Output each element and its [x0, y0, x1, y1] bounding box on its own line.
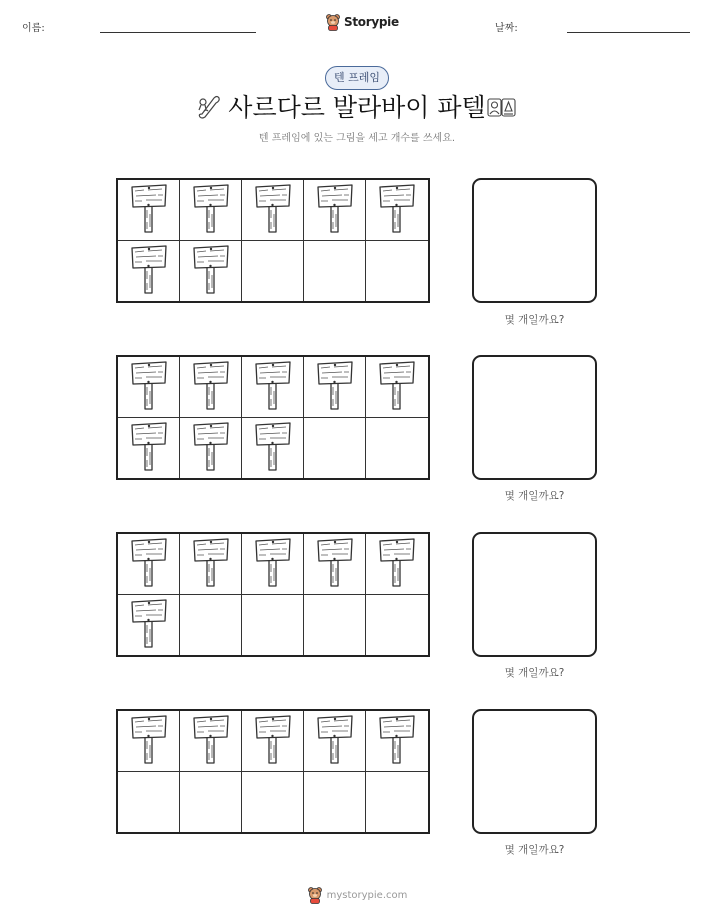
frame-cell [366, 357, 428, 418]
frame-cell [242, 711, 304, 772]
name-line[interactable] [100, 32, 256, 33]
wooden-signpost-icon [130, 359, 168, 415]
frame-cell [118, 711, 180, 772]
frame-cell [118, 180, 180, 241]
wooden-signpost-icon [254, 536, 292, 592]
ten-frame-2 [116, 355, 430, 480]
page-title: 사르다르 발라바이 파텔 [228, 93, 486, 122]
frame-cell [180, 180, 242, 241]
frame-cell [242, 357, 304, 418]
frame-cell [366, 241, 428, 302]
wooden-signpost-icon [130, 420, 168, 476]
wooden-signpost-icon [378, 713, 416, 769]
frame-cell [118, 418, 180, 479]
wooden-signpost-icon [316, 536, 354, 592]
frame-cell [180, 534, 242, 595]
name-label: 이름: [22, 23, 45, 34]
wooden-signpost-icon [316, 713, 354, 769]
frame-cell [180, 711, 242, 772]
frame-cell [180, 357, 242, 418]
wooden-signpost-icon [130, 536, 168, 592]
answer-box-2[interactable] [472, 355, 597, 480]
wooden-signpost-icon [192, 243, 230, 299]
frame-cell [304, 418, 366, 479]
frame-cell [118, 357, 180, 418]
frame-cell [366, 180, 428, 241]
wooden-signpost-icon [254, 420, 292, 476]
wooden-signpost-icon [254, 713, 292, 769]
instructions: 텐 프레임에 있는 그림을 세고 개수를 쓰세요. [258, 133, 456, 144]
frame-cell [366, 772, 428, 833]
frame-cell [242, 595, 304, 656]
frame-cell [366, 534, 428, 595]
frame-cell [304, 357, 366, 418]
frame-cell [242, 534, 304, 595]
frame-cell [180, 241, 242, 302]
storypie-logo [325, 13, 399, 31]
date-line[interactable] [567, 32, 690, 33]
frame-cell [304, 772, 366, 833]
wooden-signpost-icon [130, 713, 168, 769]
frame-cell [366, 595, 428, 656]
wooden-signpost-icon [130, 182, 168, 238]
wooden-signpost-icon [378, 182, 416, 238]
frame-cell [118, 241, 180, 302]
ten-frame-1 [116, 178, 430, 303]
frame-cell [242, 180, 304, 241]
frame-cell [180, 595, 242, 656]
frame-cell [366, 711, 428, 772]
question-text-3: 몇 개일까요? [504, 667, 565, 679]
frame-cell [118, 772, 180, 833]
portrait-cards-icon [487, 96, 517, 118]
category-badge: 텐 프레임 [325, 66, 389, 90]
logo-text: Storypie [344, 15, 399, 29]
frame-cell [118, 534, 180, 595]
question-text-4: 몇 개일까요? [504, 844, 565, 856]
question-text-2: 몇 개일까요? [504, 490, 565, 502]
answer-box-1[interactable] [472, 178, 597, 303]
bear-mascot-icon [307, 886, 323, 904]
wooden-signpost-icon [378, 359, 416, 415]
ten-frame-3 [116, 532, 430, 657]
frame-cell [242, 418, 304, 479]
wooden-signpost-icon [192, 420, 230, 476]
wooden-signpost-icon [192, 713, 230, 769]
frame-cell [180, 772, 242, 833]
frame-cell [304, 241, 366, 302]
wooden-signpost-icon [192, 182, 230, 238]
footer-url: mystorypie.com [326, 889, 408, 901]
wooden-signpost-icon [316, 359, 354, 415]
wooden-signpost-icon [192, 359, 230, 415]
frame-cell [180, 418, 242, 479]
wooden-signpost-icon [316, 182, 354, 238]
wooden-signpost-icon [254, 182, 292, 238]
wooden-signpost-icon [130, 597, 168, 653]
footer [0, 886, 714, 904]
wooden-signpost-icon [254, 359, 292, 415]
bear-mascot-icon [325, 13, 341, 31]
wooden-signpost-icon [192, 536, 230, 592]
frame-cell [304, 595, 366, 656]
wooden-signpost-icon [130, 243, 168, 299]
answer-box-3[interactable] [472, 532, 597, 657]
frame-cell [366, 418, 428, 479]
frame-cell [304, 534, 366, 595]
frame-cell [118, 595, 180, 656]
wooden-signpost-icon [378, 536, 416, 592]
ten-frame-4 [116, 709, 430, 834]
frame-cell [304, 711, 366, 772]
frame-cell [242, 241, 304, 302]
answer-box-4[interactable] [472, 709, 597, 834]
frame-cell [242, 772, 304, 833]
frame-cell [304, 180, 366, 241]
date-label: 날짜: [495, 23, 518, 34]
question-text-1: 몇 개일까요? [504, 314, 565, 326]
